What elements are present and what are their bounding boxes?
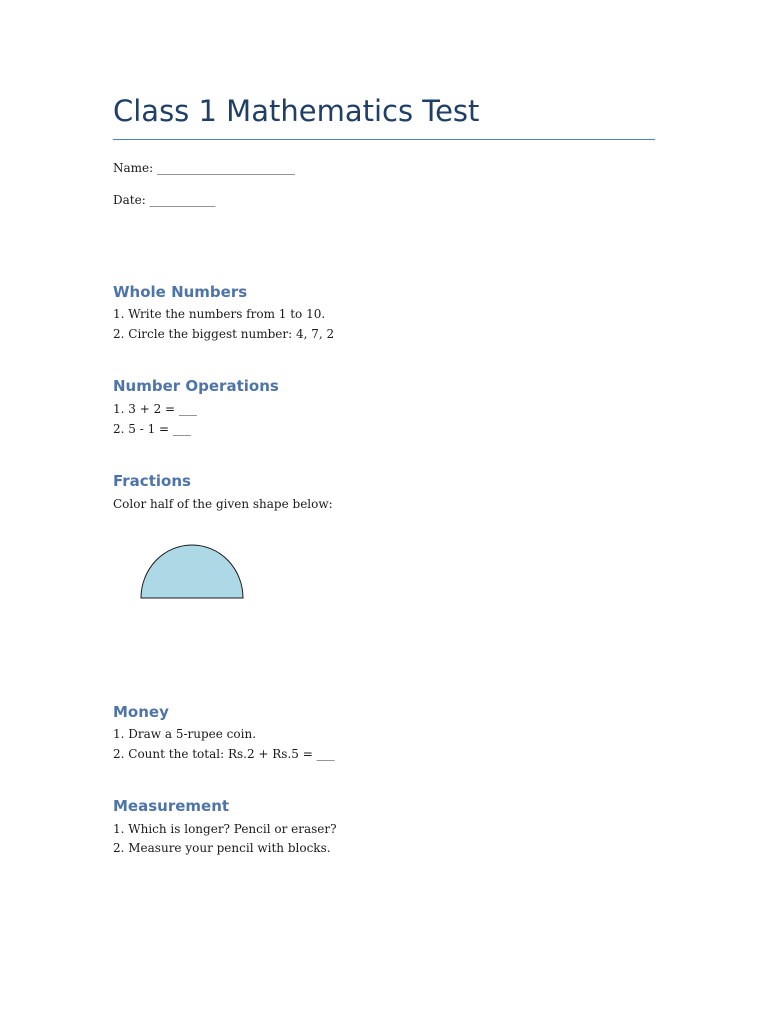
section-heading-number-operations: Number Operations — [113, 377, 279, 395]
list-item: 1. Draw a 5-rupee coin. — [113, 727, 257, 741]
list-item: 1. 3 + 2 = ___ — [113, 402, 197, 416]
fractions-instruction: Color half of the given shape below: — [113, 497, 333, 511]
semicircle-outline — [141, 545, 243, 598]
list-item: 2. Circle the biggest number: 4, 7, 2 — [113, 327, 335, 341]
section-heading-money: Money — [113, 703, 169, 721]
title-underline — [113, 139, 655, 140]
list-item: 2. Count the total: Rs.2 + Rs.5 = ___ — [113, 747, 335, 761]
list-item: 2. Measure your pencil with blocks. — [113, 841, 331, 855]
list-item: 1. Write the numbers from 1 to 10. — [113, 307, 326, 321]
date-field: Date: ___________ — [113, 193, 216, 207]
semicircle-shape — [139, 542, 247, 602]
name-field: Name: _______________________ — [113, 161, 295, 175]
section-heading-whole-numbers: Whole Numbers — [113, 283, 248, 301]
list-item: 1. Which is longer? Pencil or eraser? — [113, 822, 337, 836]
page-title: Class 1 Mathematics Test — [113, 94, 480, 128]
section-heading-measurement: Measurement — [113, 797, 230, 815]
list-item: 2. 5 - 1 = ___ — [113, 422, 191, 436]
section-heading-fractions: Fractions — [113, 472, 191, 490]
